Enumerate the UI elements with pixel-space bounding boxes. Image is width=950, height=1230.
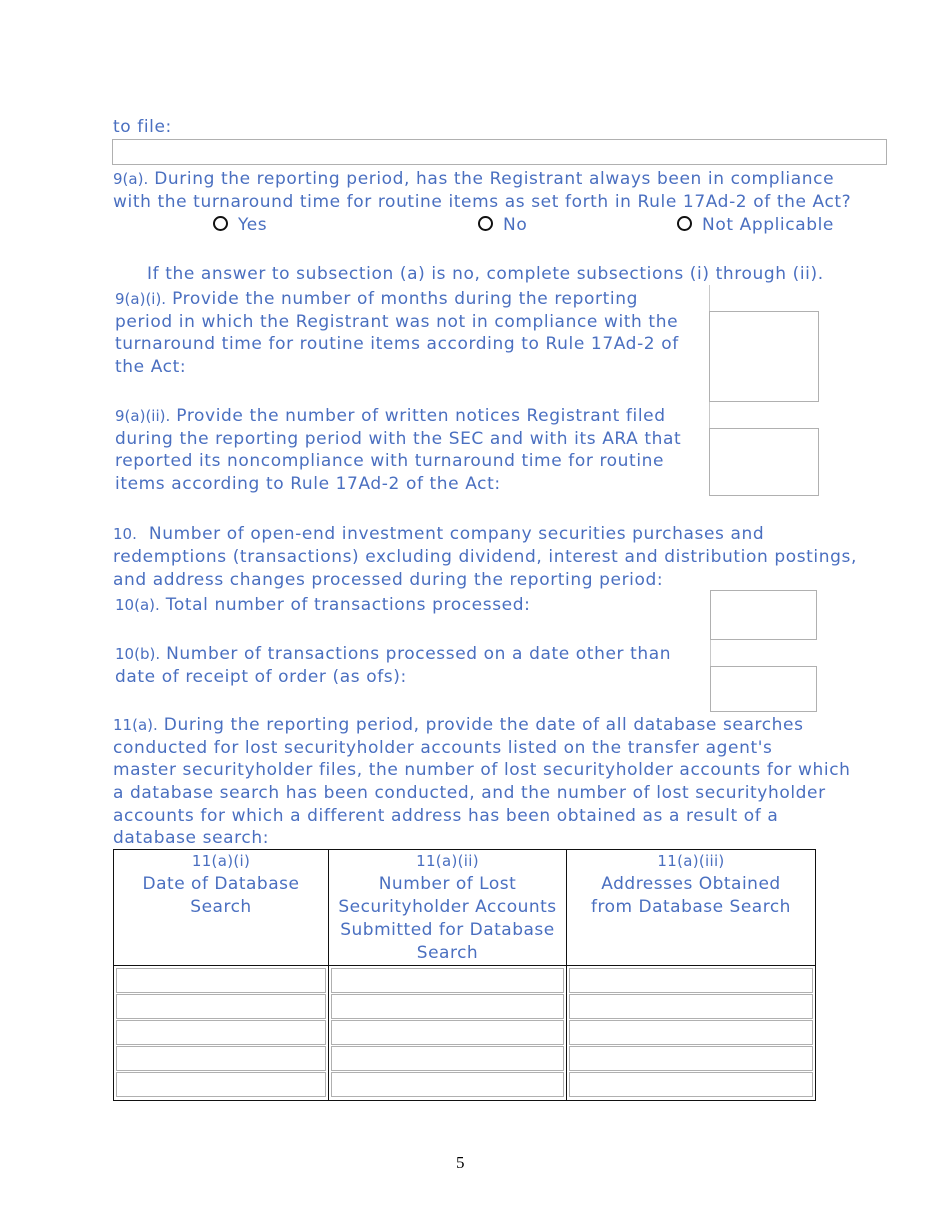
q10b-input[interactable] [710,666,817,712]
table-input-cell[interactable] [116,1046,326,1071]
q9aii-number: 9(a)(ii). [115,407,171,425]
column-title-line: Securityholder Accounts [338,897,557,917]
column-header-date [114,850,329,966]
q11a-line-6: database search: [113,828,270,848]
divider [709,402,710,428]
q9-instruction: If the answer to subsection (a) is no, complete subsections (i) through (ii). [147,264,824,284]
q9aii-line-2: during the reporting period with the SEC and with its ARA that [115,429,682,449]
q9a-option-yes[interactable]: Yes [213,214,267,237]
q10-line-3: and address changes processed during the reporting period: [113,570,664,590]
q9aii-line-1: 9(a)(ii). Provide the number of written notices Registrant filed [115,406,666,426]
q9a-line-1: 9(a). During the reporting period, has the Registrant always been in compliance [113,169,835,189]
q10-line-2: redemptions (transactions) excluding dividend, interest and distribution postings, [113,547,857,567]
table-input-cell[interactable] [569,1020,813,1045]
table-input-cell[interactable] [331,1072,564,1097]
q11a-number: 11(a). [113,716,158,734]
column-code: 11(a)(i) [191,852,251,870]
column-title-line: Search [190,897,252,917]
table-input-cell[interactable] [116,968,326,993]
q9a-number: 9(a). [113,170,149,188]
q9ai-input[interactable] [709,311,819,402]
radio-icon[interactable] [677,216,692,231]
table-input-cell[interactable] [331,994,564,1019]
q8-label-tail: to file: [113,117,172,137]
q11a-line-1: 11(a). During the reporting period, provide the date of all database searches [113,715,804,735]
q10-number: 10. [113,525,137,543]
q9aii-input[interactable] [709,428,819,496]
column-title-line: from Database Search [591,897,791,917]
q9a-option-not-applicable[interactable]: Not Applicable [677,214,834,237]
table-input-cell[interactable] [331,968,564,993]
page-number: 5 [456,1153,465,1172]
column-header-lost-accounts [329,850,567,966]
q9a-option-no[interactable]: No [478,214,527,237]
table-body-row [114,966,816,1101]
table-header-row [114,850,816,966]
q11a-line-4: a database search has been conducted, and the number of lost securityholder [113,783,826,803]
date-column-cells [114,966,329,1101]
column-title-line: Date of Database [142,874,300,894]
table-input-cell[interactable] [569,968,813,993]
table-input-cell[interactable] [116,1072,326,1097]
table-input-cell[interactable] [116,1020,326,1045]
column-code: 11(a)(ii) [416,852,479,870]
table-input-cell[interactable] [569,1072,813,1097]
table-input-cell[interactable] [569,1046,813,1071]
q9ai-line-3: turnaround time for routine items according to Rule 17Ad-2 of [115,334,679,354]
q11a-line-3: master securityholder files, the number of lost securityholder accounts for which [113,760,851,780]
q8-text-field[interactable] [112,139,887,165]
q10b-line-1: 10(b). Number of transactions processed on a date other than [115,644,672,664]
q9ai-line-2: period in which the Registrant was not in compliance with the [115,312,679,332]
addresses-column-cells [567,966,816,1101]
table-input-cell[interactable] [331,1046,564,1071]
q10a-number: 10(a). [115,596,160,614]
q9ai-line-1: 9(a)(i). Provide the number of months during the reporting [115,289,638,309]
q10a-text: 10(a). Total number of transactions processed: [115,595,531,615]
q9aii-line-4: items according to Rule 17Ad-2 of the Act: [115,474,501,494]
q9aii-line-3: reported its noncompliance with turnaround time for routine [115,451,665,471]
column-code: 11(a)(iii) [657,852,725,870]
q10b-line-2: date of receipt of order (as ofs): [115,667,407,687]
column-title-line: Submitted for Database [340,920,555,940]
table-input-cell[interactable] [116,994,326,1019]
q9ai-number: 9(a)(i). [115,290,167,308]
q11a-line-2: conducted for lost securityholder accounts listed on the transfer agent's [113,738,773,758]
divider [710,640,711,666]
column-header-addresses [567,850,816,966]
column-title-line: Search [416,943,479,963]
q10b-number: 10(b). [115,645,161,663]
q10-line-1: 10. Number of open-end investment company securities purchases and [113,524,765,544]
q9a-line-2: with the turnaround time for routine items as set forth in Rule 17Ad-2 of the Act? [113,192,852,212]
table-input-cell[interactable] [331,1020,564,1045]
radio-icon[interactable] [478,216,493,231]
q11a-line-5: accounts for which a different address has been obtained as a result of a [113,806,779,826]
q9ai-line-4: the Act: [115,357,187,377]
column-title-line: Number of Lost [378,874,517,894]
radio-icon[interactable] [213,216,228,231]
lost-accounts-column-cells [329,966,567,1101]
table-input-cell[interactable] [569,994,813,1019]
database-search-table [113,849,816,1101]
divider [709,285,710,311]
q10a-input[interactable] [710,590,817,640]
column-title-line: Addresses Obtained [601,874,781,894]
